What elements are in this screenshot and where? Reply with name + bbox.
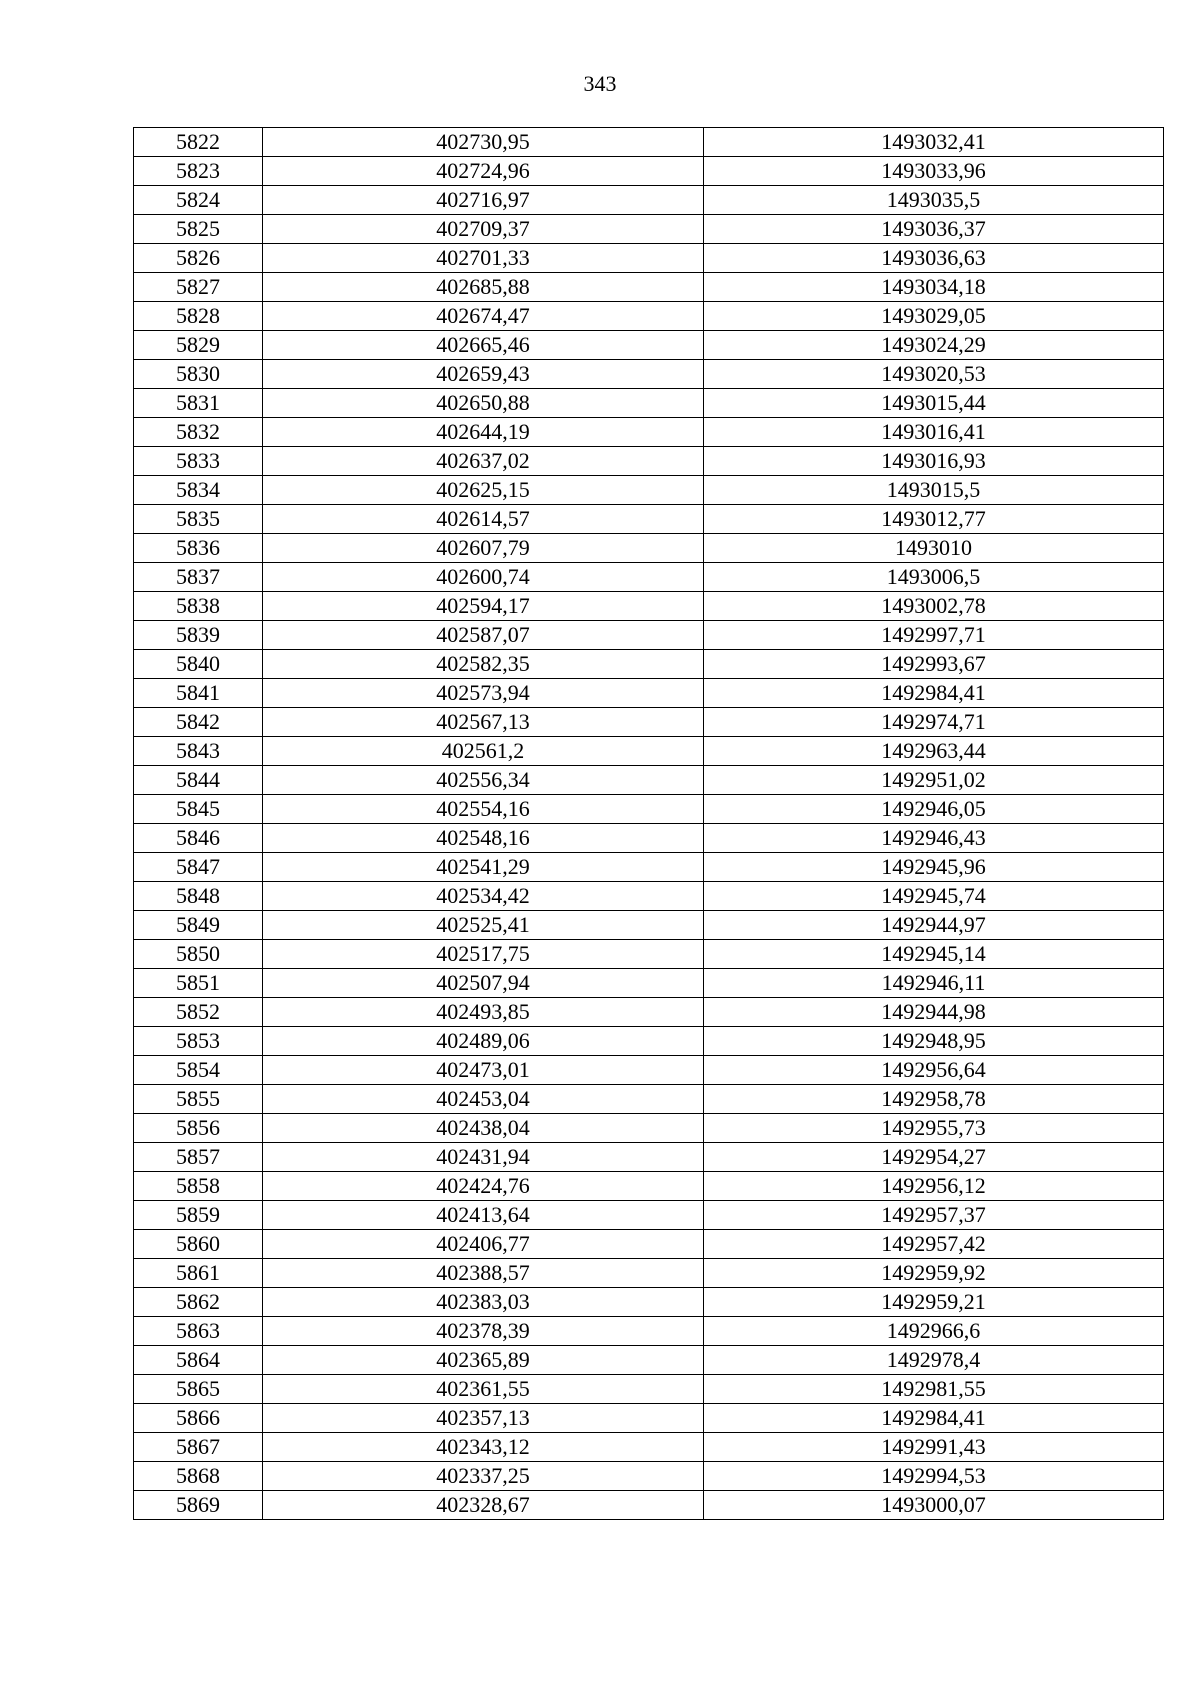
y-coordinate-cell: 1492946,43 xyxy=(704,824,1164,853)
x-coordinate-cell: 402556,34 xyxy=(263,766,704,795)
y-coordinate-cell: 1493015,44 xyxy=(704,389,1164,418)
point-number-cell: 5859 xyxy=(134,1201,263,1230)
x-coordinate-cell: 402378,39 xyxy=(263,1317,704,1346)
table-row xyxy=(134,215,1164,244)
table-row xyxy=(134,157,1164,186)
point-number-cell: 5827 xyxy=(134,273,263,302)
table-row xyxy=(134,563,1164,592)
y-coordinate-cell: 1492959,21 xyxy=(704,1288,1164,1317)
y-coordinate-cell: 1492994,53 xyxy=(704,1462,1164,1491)
y-coordinate-cell: 1493010 xyxy=(704,534,1164,563)
y-coordinate-cell: 1493033,96 xyxy=(704,157,1164,186)
table-row xyxy=(134,650,1164,679)
y-coordinate-cell: 1492957,37 xyxy=(704,1201,1164,1230)
x-coordinate-cell: 402625,15 xyxy=(263,476,704,505)
point-number-cell: 5845 xyxy=(134,795,263,824)
x-coordinate-cell: 402637,02 xyxy=(263,447,704,476)
y-coordinate-cell: 1492946,05 xyxy=(704,795,1164,824)
point-number-cell: 5861 xyxy=(134,1259,263,1288)
x-coordinate-cell: 402548,16 xyxy=(263,824,704,853)
y-coordinate-cell: 1492944,97 xyxy=(704,911,1164,940)
table-row xyxy=(134,1288,1164,1317)
x-coordinate-cell: 402453,04 xyxy=(263,1085,704,1114)
table-row xyxy=(134,389,1164,418)
y-coordinate-cell: 1492945,96 xyxy=(704,853,1164,882)
table-row xyxy=(134,476,1164,505)
point-number-cell: 5829 xyxy=(134,331,263,360)
y-coordinate-cell: 1492993,67 xyxy=(704,650,1164,679)
x-coordinate-cell: 402388,57 xyxy=(263,1259,704,1288)
point-number-cell: 5863 xyxy=(134,1317,263,1346)
x-coordinate-cell: 402607,79 xyxy=(263,534,704,563)
point-number-cell: 5851 xyxy=(134,969,263,998)
y-coordinate-cell: 1493036,63 xyxy=(704,244,1164,273)
point-number-cell: 5825 xyxy=(134,215,263,244)
table-row xyxy=(134,766,1164,795)
y-coordinate-cell: 1493016,41 xyxy=(704,418,1164,447)
point-number-cell: 5826 xyxy=(134,244,263,273)
point-number-cell: 5822 xyxy=(134,128,263,157)
point-number-cell: 5842 xyxy=(134,708,263,737)
table-row xyxy=(134,186,1164,215)
x-coordinate-cell: 402473,01 xyxy=(263,1056,704,1085)
x-coordinate-cell: 402541,29 xyxy=(263,853,704,882)
x-coordinate-cell: 402685,88 xyxy=(263,273,704,302)
y-coordinate-cell: 1492958,78 xyxy=(704,1085,1164,1114)
y-coordinate-cell: 1492974,71 xyxy=(704,708,1164,737)
x-coordinate-cell: 402517,75 xyxy=(263,940,704,969)
table-row xyxy=(134,128,1164,157)
table-row xyxy=(134,273,1164,302)
table-row xyxy=(134,447,1164,476)
x-coordinate-cell: 402573,94 xyxy=(263,679,704,708)
x-coordinate-cell: 402724,96 xyxy=(263,157,704,186)
x-coordinate-cell: 402493,85 xyxy=(263,998,704,1027)
x-coordinate-cell: 402659,43 xyxy=(263,360,704,389)
y-coordinate-cell: 1493024,29 xyxy=(704,331,1164,360)
point-number-cell: 5862 xyxy=(134,1288,263,1317)
y-coordinate-cell: 1492997,71 xyxy=(704,621,1164,650)
x-coordinate-cell: 402730,95 xyxy=(263,128,704,157)
point-number-cell: 5830 xyxy=(134,360,263,389)
point-number-cell: 5865 xyxy=(134,1375,263,1404)
x-coordinate-cell: 402614,57 xyxy=(263,505,704,534)
point-number-cell: 5847 xyxy=(134,853,263,882)
y-coordinate-cell: 1493000,07 xyxy=(704,1491,1164,1520)
point-number-cell: 5852 xyxy=(134,998,263,1027)
x-coordinate-cell: 402534,42 xyxy=(263,882,704,911)
table-row xyxy=(134,940,1164,969)
table-row xyxy=(134,1375,1164,1404)
point-number-cell: 5856 xyxy=(134,1114,263,1143)
table-row xyxy=(134,853,1164,882)
x-coordinate-cell: 402554,16 xyxy=(263,795,704,824)
point-number-cell: 5839 xyxy=(134,621,263,650)
y-coordinate-cell: 1492956,64 xyxy=(704,1056,1164,1085)
table-row xyxy=(134,882,1164,911)
point-number-cell: 5868 xyxy=(134,1462,263,1491)
y-coordinate-cell: 1493036,37 xyxy=(704,215,1164,244)
table-row xyxy=(134,331,1164,360)
point-number-cell: 5849 xyxy=(134,911,263,940)
y-coordinate-cell: 1492955,73 xyxy=(704,1114,1164,1143)
x-coordinate-cell: 402438,04 xyxy=(263,1114,704,1143)
point-number-cell: 5838 xyxy=(134,592,263,621)
point-number-cell: 5853 xyxy=(134,1027,263,1056)
table-row xyxy=(134,737,1164,766)
table-row xyxy=(134,1085,1164,1114)
table-row xyxy=(134,998,1164,1027)
table-row xyxy=(134,1201,1164,1230)
table-row xyxy=(134,1346,1164,1375)
x-coordinate-cell: 402644,19 xyxy=(263,418,704,447)
y-coordinate-cell: 1493020,53 xyxy=(704,360,1164,389)
point-number-cell: 5837 xyxy=(134,563,263,592)
point-number-cell: 5823 xyxy=(134,157,263,186)
x-coordinate-cell: 402383,03 xyxy=(263,1288,704,1317)
y-coordinate-cell: 1492963,44 xyxy=(704,737,1164,766)
x-coordinate-cell: 402365,89 xyxy=(263,1346,704,1375)
point-number-cell: 5867 xyxy=(134,1433,263,1462)
coordinates-table-body xyxy=(134,128,1164,1520)
table-row xyxy=(134,1027,1164,1056)
y-coordinate-cell: 1493034,18 xyxy=(704,273,1164,302)
point-number-cell: 5833 xyxy=(134,447,263,476)
y-coordinate-cell: 1493032,41 xyxy=(704,128,1164,157)
y-coordinate-cell: 1492946,11 xyxy=(704,969,1164,998)
x-coordinate-cell: 402665,46 xyxy=(263,331,704,360)
x-coordinate-cell: 402587,07 xyxy=(263,621,704,650)
x-coordinate-cell: 402489,06 xyxy=(263,1027,704,1056)
table-row xyxy=(134,1230,1164,1259)
point-number-cell: 5843 xyxy=(134,737,263,766)
table-row xyxy=(134,534,1164,563)
x-coordinate-cell: 402582,35 xyxy=(263,650,704,679)
y-coordinate-cell: 1493015,5 xyxy=(704,476,1164,505)
point-number-cell: 5840 xyxy=(134,650,263,679)
x-coordinate-cell: 402716,97 xyxy=(263,186,704,215)
y-coordinate-cell: 1493012,77 xyxy=(704,505,1164,534)
y-coordinate-cell: 1493016,93 xyxy=(704,447,1164,476)
x-coordinate-cell: 402525,41 xyxy=(263,911,704,940)
table-row xyxy=(134,1056,1164,1085)
table-row xyxy=(134,824,1164,853)
y-coordinate-cell: 1492991,43 xyxy=(704,1433,1164,1462)
x-coordinate-cell: 402507,94 xyxy=(263,969,704,998)
x-coordinate-cell: 402413,64 xyxy=(263,1201,704,1230)
point-number-cell: 5844 xyxy=(134,766,263,795)
point-number-cell: 5836 xyxy=(134,534,263,563)
table-row xyxy=(134,1491,1164,1520)
x-coordinate-cell: 402650,88 xyxy=(263,389,704,418)
table-row xyxy=(134,1404,1164,1433)
table-row xyxy=(134,1172,1164,1201)
point-number-cell: 5846 xyxy=(134,824,263,853)
y-coordinate-cell: 1493029,05 xyxy=(704,302,1164,331)
x-coordinate-cell: 402709,37 xyxy=(263,215,704,244)
y-coordinate-cell: 1492984,41 xyxy=(704,1404,1164,1433)
point-number-cell: 5850 xyxy=(134,940,263,969)
y-coordinate-cell: 1492959,92 xyxy=(704,1259,1164,1288)
y-coordinate-cell: 1492978,4 xyxy=(704,1346,1164,1375)
point-number-cell: 5828 xyxy=(134,302,263,331)
point-number-cell: 5869 xyxy=(134,1491,263,1520)
y-coordinate-cell: 1492948,95 xyxy=(704,1027,1164,1056)
point-number-cell: 5834 xyxy=(134,476,263,505)
point-number-cell: 5858 xyxy=(134,1172,263,1201)
point-number-cell: 5848 xyxy=(134,882,263,911)
point-number-cell: 5831 xyxy=(134,389,263,418)
table-row xyxy=(134,592,1164,621)
table-row xyxy=(134,360,1164,389)
x-coordinate-cell: 402343,12 xyxy=(263,1433,704,1462)
y-coordinate-cell: 1492951,02 xyxy=(704,766,1164,795)
y-coordinate-cell: 1492954,27 xyxy=(704,1143,1164,1172)
x-coordinate-cell: 402567,13 xyxy=(263,708,704,737)
point-number-cell: 5866 xyxy=(134,1404,263,1433)
x-coordinate-cell: 402674,47 xyxy=(263,302,704,331)
page-number: 343 xyxy=(583,71,617,96)
table-row xyxy=(134,302,1164,331)
table-row xyxy=(134,911,1164,940)
point-number-cell: 5855 xyxy=(134,1085,263,1114)
y-coordinate-cell: 1493035,5 xyxy=(704,186,1164,215)
point-number-cell: 5832 xyxy=(134,418,263,447)
table-row xyxy=(134,418,1164,447)
point-number-cell: 5864 xyxy=(134,1346,263,1375)
y-coordinate-cell: 1492957,42 xyxy=(704,1230,1164,1259)
x-coordinate-cell: 402561,2 xyxy=(263,737,704,766)
table-row xyxy=(134,1433,1164,1462)
point-number-cell: 5860 xyxy=(134,1230,263,1259)
table-row xyxy=(134,795,1164,824)
table-row xyxy=(134,1143,1164,1172)
table-row xyxy=(134,969,1164,998)
point-number-cell: 5835 xyxy=(134,505,263,534)
x-coordinate-cell: 402424,76 xyxy=(263,1172,704,1201)
x-coordinate-cell: 402357,13 xyxy=(263,1404,704,1433)
y-coordinate-cell: 1493002,78 xyxy=(704,592,1164,621)
y-coordinate-cell: 1492966,6 xyxy=(704,1317,1164,1346)
x-coordinate-cell: 402431,94 xyxy=(263,1143,704,1172)
table-row xyxy=(134,1462,1164,1491)
y-coordinate-cell: 1492945,74 xyxy=(704,882,1164,911)
y-coordinate-cell: 1492956,12 xyxy=(704,1172,1164,1201)
point-number-cell: 5841 xyxy=(134,679,263,708)
table-row xyxy=(134,1114,1164,1143)
table-row xyxy=(134,1259,1164,1288)
point-number-cell: 5857 xyxy=(134,1143,263,1172)
x-coordinate-cell: 402337,25 xyxy=(263,1462,704,1491)
table-row xyxy=(134,679,1164,708)
x-coordinate-cell: 402701,33 xyxy=(263,244,704,273)
x-coordinate-cell: 402600,74 xyxy=(263,563,704,592)
x-coordinate-cell: 402406,77 xyxy=(263,1230,704,1259)
y-coordinate-cell: 1493006,5 xyxy=(704,563,1164,592)
table-row xyxy=(134,505,1164,534)
y-coordinate-cell: 1492944,98 xyxy=(704,998,1164,1027)
x-coordinate-cell: 402361,55 xyxy=(263,1375,704,1404)
x-coordinate-cell: 402328,67 xyxy=(263,1491,704,1520)
y-coordinate-cell: 1492984,41 xyxy=(704,679,1164,708)
y-coordinate-cell: 1492981,55 xyxy=(704,1375,1164,1404)
table-row xyxy=(134,244,1164,273)
table-row xyxy=(134,621,1164,650)
table-row xyxy=(134,708,1164,737)
point-number-cell: 5854 xyxy=(134,1056,263,1085)
table-row xyxy=(134,1317,1164,1346)
x-coordinate-cell: 402594,17 xyxy=(263,592,704,621)
coordinates-table xyxy=(133,127,1164,1520)
point-number-cell: 5824 xyxy=(134,186,263,215)
y-coordinate-cell: 1492945,14 xyxy=(704,940,1164,969)
